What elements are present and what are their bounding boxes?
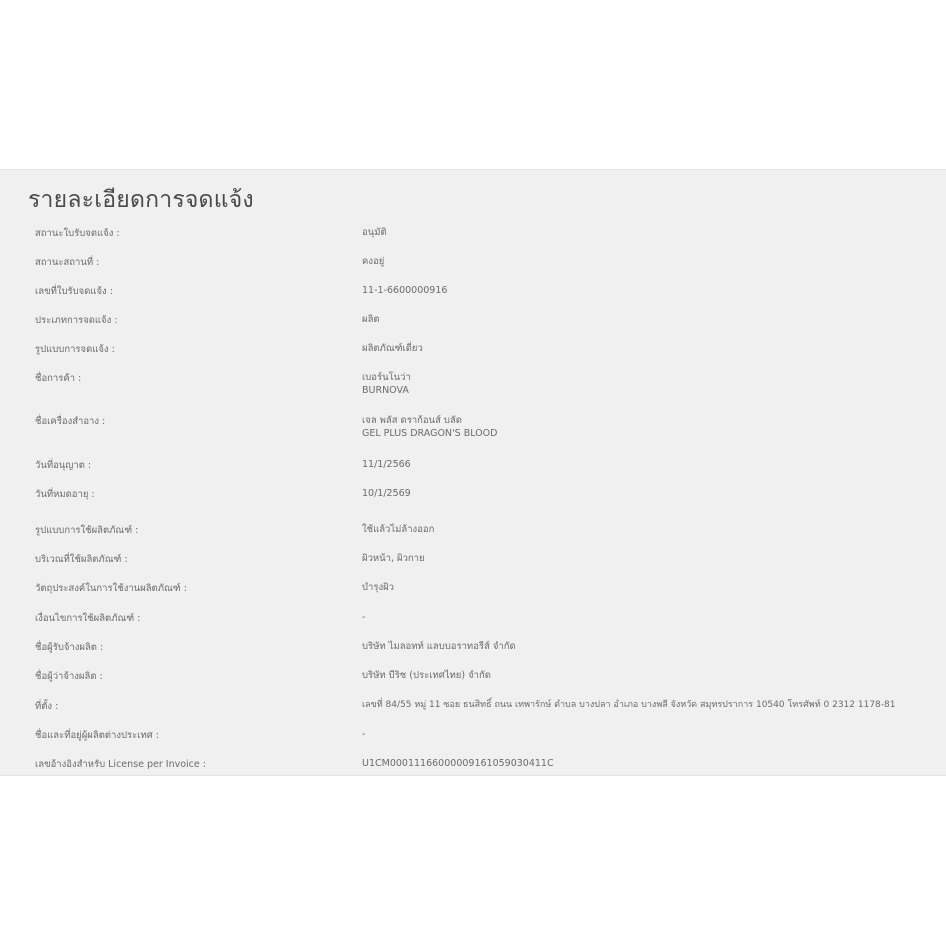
field-value: 10/1/2569 xyxy=(362,488,411,499)
field-value: บริษัท บีริช (ประเทศไทย) จำกัด xyxy=(362,670,491,681)
field-label: รูปแบบการจดแจ้ง : xyxy=(35,344,115,355)
field-label: ที่ตั้ง : xyxy=(35,701,59,712)
field-value: 11-1-6600000916 xyxy=(362,285,448,296)
field-value: U1CM000111660000091610590304​11C xyxy=(362,758,554,769)
field-label: วันที่หมดอายุ : xyxy=(35,489,95,500)
field-value: ผิวหน้า, ผิวกาย xyxy=(362,553,425,564)
field-label: ชื่อเครื่องสำอาง : xyxy=(35,416,106,427)
field-value: บริษัท ไมลอทท์ แลบบอราทอรีส์ จำกัด xyxy=(362,641,516,652)
field-label: ชื่อและที่อยู่ผู้ผลิตต่างประเทศ : xyxy=(35,730,159,741)
registration-details-panel xyxy=(0,169,946,776)
field-value: ผลิตภัณฑ์เดี่ยว xyxy=(362,343,423,354)
field-value: ผลิต xyxy=(362,314,380,325)
field-label: สถานะสถานที่ : xyxy=(35,257,100,268)
field-label: รูปแบบการใช้ผลิตภัณฑ์ : xyxy=(35,525,139,536)
field-label: เลขที่ใบรับจดแจ้ง : xyxy=(35,286,113,297)
field-label: เงื่อนไขการใช้ผลิตภัณฑ์ : xyxy=(35,613,141,624)
field-value: - xyxy=(362,612,366,623)
field-value: ใช้แล้วไม่ล้างออก xyxy=(362,524,435,535)
field-label: ประเภทการจดแจ้ง : xyxy=(35,315,118,326)
field-value: 11/1/2566 xyxy=(362,459,411,470)
field-label: ชื่อผู้ว่าจ้างผลิต : xyxy=(35,671,103,682)
field-label: เลขอ้างอิงสำหรับ License per Invoice : xyxy=(35,759,206,770)
field-value: บำรุงผิว xyxy=(362,582,395,593)
field-label: สถานะใบรับจดแจ้ง : xyxy=(35,228,120,239)
field-value: คงอยู่ xyxy=(362,256,385,267)
field-label: วัตถุประสงค์ในการใช้งานผลิตภัณฑ์ : xyxy=(35,583,187,594)
field-value: เจล พลัส ดราก้อนส์ บลัด GEL PLUS DRAGON'S BLOOD xyxy=(362,415,498,439)
page-title: รายละเอียดการจดแจ้ง xyxy=(28,187,254,213)
field-value: - xyxy=(362,729,366,740)
field-label: วันที่อนุญาต : xyxy=(35,460,92,471)
field-label: ชื่อผู้รับจ้างผลิต : xyxy=(35,642,104,653)
field-value: เบอร์นโนว่า BURNOVA xyxy=(362,372,411,396)
field-label: ชื่อการค้า : xyxy=(35,373,82,384)
field-value: เลขที่ 84/55 หมู่ 11 ซอย ธนสิทธิ์ ถนน เทพารักษ์ ตำบล บางปลา อำเภอ บางพลี จังหวัด สมุทรปราการ 10540 โทรศัพท์ 0 2312 1178-81 xyxy=(362,700,896,710)
field-value: อนุมัติ xyxy=(362,227,387,238)
field-label: บริเวณที่ใช้ผลิตภัณฑ์ : xyxy=(35,554,128,565)
